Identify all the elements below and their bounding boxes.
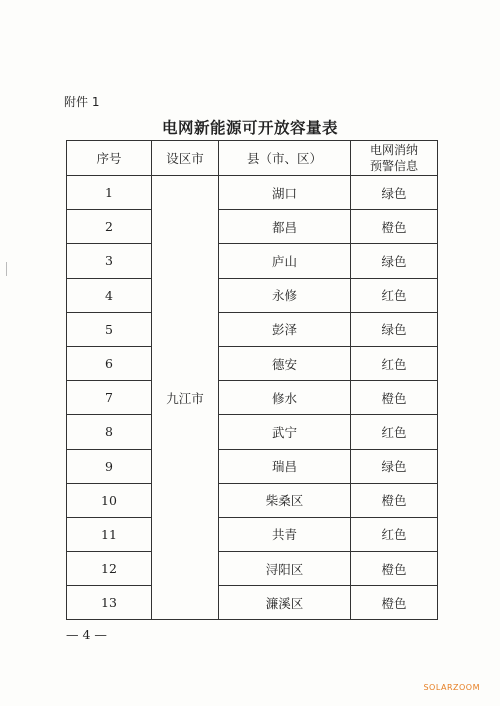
cell-county: 濂溪区: [219, 586, 351, 620]
header-city: 设区市: [152, 141, 219, 176]
cell-warning: 橙色: [351, 210, 438, 244]
header-warning-line1: 电网消纳: [369, 143, 418, 157]
table-row: [67, 586, 438, 620]
cell-warning: 绿色: [351, 449, 438, 483]
cell-county: 德安: [219, 346, 351, 380]
cell-county: 都昌: [219, 210, 351, 244]
capacity-table: [66, 140, 438, 620]
cell-county: 柴桑区: [219, 483, 351, 517]
cell-warning: 绿色: [351, 312, 438, 346]
cell-index: 3: [67, 244, 152, 278]
cell-index: 10: [67, 483, 152, 517]
cell-index: 13: [67, 586, 152, 620]
cell-warning: 橙色: [351, 586, 438, 620]
cell-index: 6: [67, 346, 152, 380]
cell-warning: 橙色: [351, 552, 438, 586]
cell-county: 彭泽: [219, 312, 351, 346]
cell-index: 11: [67, 517, 152, 551]
header-index: 序号: [67, 141, 152, 176]
cell-index: 2: [67, 210, 152, 244]
table-row: [67, 210, 438, 244]
table-row: [67, 415, 438, 449]
table-header-row: [67, 141, 438, 176]
table-row: [67, 449, 438, 483]
cell-county: 永修: [219, 278, 351, 312]
table-row: [67, 244, 438, 278]
cell-warning: 红色: [351, 346, 438, 380]
header-warning: [351, 141, 438, 176]
cell-index: 12: [67, 552, 152, 586]
table-row: [67, 278, 438, 312]
cell-index: 7: [67, 381, 152, 415]
header-county: 县（市、区）: [219, 141, 351, 176]
table-row: [67, 483, 438, 517]
cell-warning: 橙色: [351, 483, 438, 517]
cell-warning: 绿色: [351, 244, 438, 278]
scan-margin-mark: [6, 262, 7, 276]
table-row: [67, 312, 438, 346]
cell-county: 共青: [219, 517, 351, 551]
cell-county: 湖口: [219, 176, 351, 210]
table-row: [67, 381, 438, 415]
table-title: 电网新能源可开放容量表: [161, 119, 338, 137]
cell-index: 8: [67, 415, 152, 449]
table-row: [67, 346, 438, 380]
table-row: [67, 176, 438, 210]
cell-warning: 红色: [351, 517, 438, 551]
cell-county: 浔阳区: [219, 552, 351, 586]
cell-index: 1: [67, 176, 152, 210]
table-row: [67, 517, 438, 551]
cell-warning: 橙色: [351, 381, 438, 415]
header-warning-line2: 预警信息: [369, 159, 418, 173]
cell-county: 庐山: [219, 244, 351, 278]
cell-city: 九江市: [152, 176, 219, 620]
cell-index: 5: [67, 312, 152, 346]
page-number: — 4 —: [66, 627, 107, 642]
cell-county: 武宁: [219, 415, 351, 449]
cell-county: 修水: [219, 381, 351, 415]
watermark-logo: SOLARZOOM: [423, 683, 480, 692]
attachment-label: 附件 1: [64, 95, 100, 109]
table-body: [67, 176, 438, 620]
cell-index: 9: [67, 449, 152, 483]
cell-index: 4: [67, 278, 152, 312]
cell-warning: 绿色: [351, 176, 438, 210]
table-row: [67, 552, 438, 586]
cell-warning: 红色: [351, 278, 438, 312]
cell-warning: 红色: [351, 415, 438, 449]
cell-county: 瑞昌: [219, 449, 351, 483]
